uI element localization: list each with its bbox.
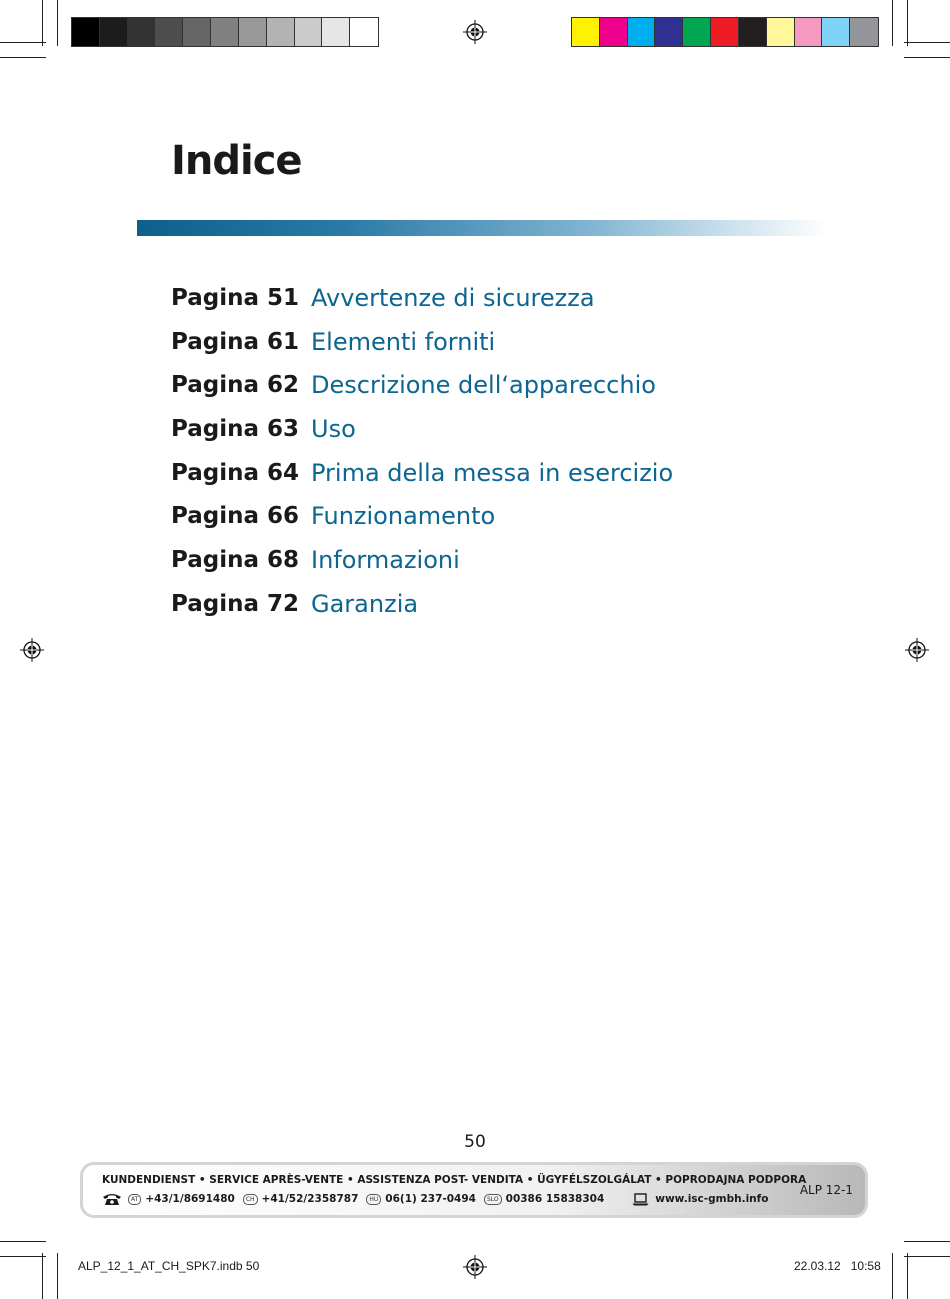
color-swatch <box>155 18 183 46</box>
color-calibration-bar <box>571 17 879 47</box>
phone-number[interactable]: 00386 15838304 <box>505 1193 605 1205</box>
crop-mark <box>904 1241 950 1242</box>
registration-mark-icon <box>905 638 929 662</box>
color-swatch <box>683 18 711 46</box>
crop-mark <box>42 1253 43 1299</box>
color-swatch <box>350 18 378 46</box>
toc-entry[interactable] <box>171 320 673 364</box>
color-swatch <box>628 18 656 46</box>
crop-mark <box>904 42 950 43</box>
color-swatch <box>711 18 739 46</box>
color-swatch <box>128 18 156 46</box>
registration-mark-icon <box>463 20 487 44</box>
color-swatch <box>267 18 295 46</box>
color-swatch <box>767 18 795 46</box>
toc-entry[interactable] <box>171 363 673 407</box>
toc-page-number: Pagina 64 <box>171 459 300 486</box>
toc-title: Informazioni <box>311 545 460 574</box>
slug-date: 22.03.12 <box>794 1259 841 1273</box>
table-of-contents <box>171 276 673 626</box>
toc-page-number: Pagina 51 <box>171 284 300 311</box>
color-swatch <box>572 18 600 46</box>
service-contacts <box>102 1192 768 1206</box>
slug-file-info: ALP_12_1_AT_CH_SPK7.indb 50 <box>78 1259 260 1273</box>
color-swatch <box>295 18 323 46</box>
crop-mark <box>904 1256 950 1257</box>
crop-mark <box>57 0 58 46</box>
slug-time: 10:58 <box>850 1259 881 1273</box>
country-code-badge: CH <box>243 1194 258 1205</box>
color-swatch <box>239 18 267 46</box>
color-swatch <box>739 18 767 46</box>
color-swatch <box>850 18 878 46</box>
crop-mark <box>0 1241 46 1242</box>
toc-page-number: Pagina 68 <box>171 546 300 573</box>
model-code: ALP 12-1 <box>799 1183 853 1197</box>
crop-mark <box>904 57 950 58</box>
toc-page-number: Pagina 72 <box>171 590 300 617</box>
toc-entry[interactable] <box>171 538 673 582</box>
toc-title: Elementi forniti <box>311 327 496 356</box>
phone-number[interactable]: +41/52/2358787 <box>261 1193 359 1205</box>
toc-entry[interactable] <box>171 494 673 538</box>
color-swatch <box>100 18 128 46</box>
phone-number[interactable]: 06(1) 237-0494 <box>385 1193 476 1205</box>
crop-mark <box>892 0 893 46</box>
toc-entry[interactable] <box>171 582 673 626</box>
toc-page-number: Pagina 63 <box>171 415 300 442</box>
toc-title: Descrizione dell‘apparecchio <box>311 371 656 400</box>
toc-entry[interactable] <box>171 407 673 451</box>
crop-mark <box>0 42 46 43</box>
color-swatch <box>72 18 100 46</box>
toc-page-number: Pagina 62 <box>171 372 300 399</box>
phone-number[interactable]: +43/1/8691480 <box>145 1193 235 1205</box>
title-gradient-rule <box>137 220 827 236</box>
toc-page-number: Pagina 61 <box>171 328 300 355</box>
toc-entry[interactable] <box>171 276 673 320</box>
crop-mark <box>0 1256 46 1257</box>
website-link[interactable]: www.isc-gmbh.info <box>655 1193 769 1205</box>
country-code-badge: SLO <box>484 1194 502 1205</box>
registration-mark-icon <box>20 638 44 662</box>
color-swatch <box>183 18 211 46</box>
country-code-badge: HU <box>366 1194 381 1205</box>
crop-mark <box>0 57 46 58</box>
toc-title: Prima della messa in esercizio <box>311 458 674 487</box>
toc-entry[interactable] <box>171 451 673 495</box>
telephone-icon <box>102 1192 122 1206</box>
crop-mark <box>907 1253 908 1299</box>
country-code-badge: AT <box>128 1194 141 1205</box>
crop-mark <box>892 1253 893 1299</box>
toc-title: Uso <box>311 414 356 443</box>
toc-title: Garanzia <box>311 589 419 618</box>
color-swatch <box>211 18 239 46</box>
registration-mark-icon <box>463 1255 487 1279</box>
color-swatch <box>655 18 683 46</box>
gray-calibration-bar <box>71 17 379 47</box>
page-number: 50 <box>464 1132 486 1152</box>
service-heading: KUNDENDIENST • SERVICE APRÈS-VENTE • ASSISTENZA POST- VENDITA • ÜGYFÉLSZOLGÁLAT • POPRODAJNA PODPORA <box>102 1174 807 1186</box>
crop-mark <box>57 1253 58 1299</box>
crop-mark <box>42 0 43 46</box>
toc-title: Funzionamento <box>311 502 496 531</box>
color-swatch <box>822 18 850 46</box>
color-swatch <box>795 18 823 46</box>
service-footer <box>80 1162 868 1218</box>
slug-timestamp <box>794 1259 881 1273</box>
toc-page-number: Pagina 66 <box>171 503 300 530</box>
laptop-icon <box>632 1193 649 1206</box>
crop-mark <box>907 0 908 46</box>
toc-title: Avvertenze di sicurezza <box>311 283 595 312</box>
color-swatch <box>322 18 350 46</box>
color-swatch <box>600 18 628 46</box>
page-title: Indice <box>171 138 302 184</box>
